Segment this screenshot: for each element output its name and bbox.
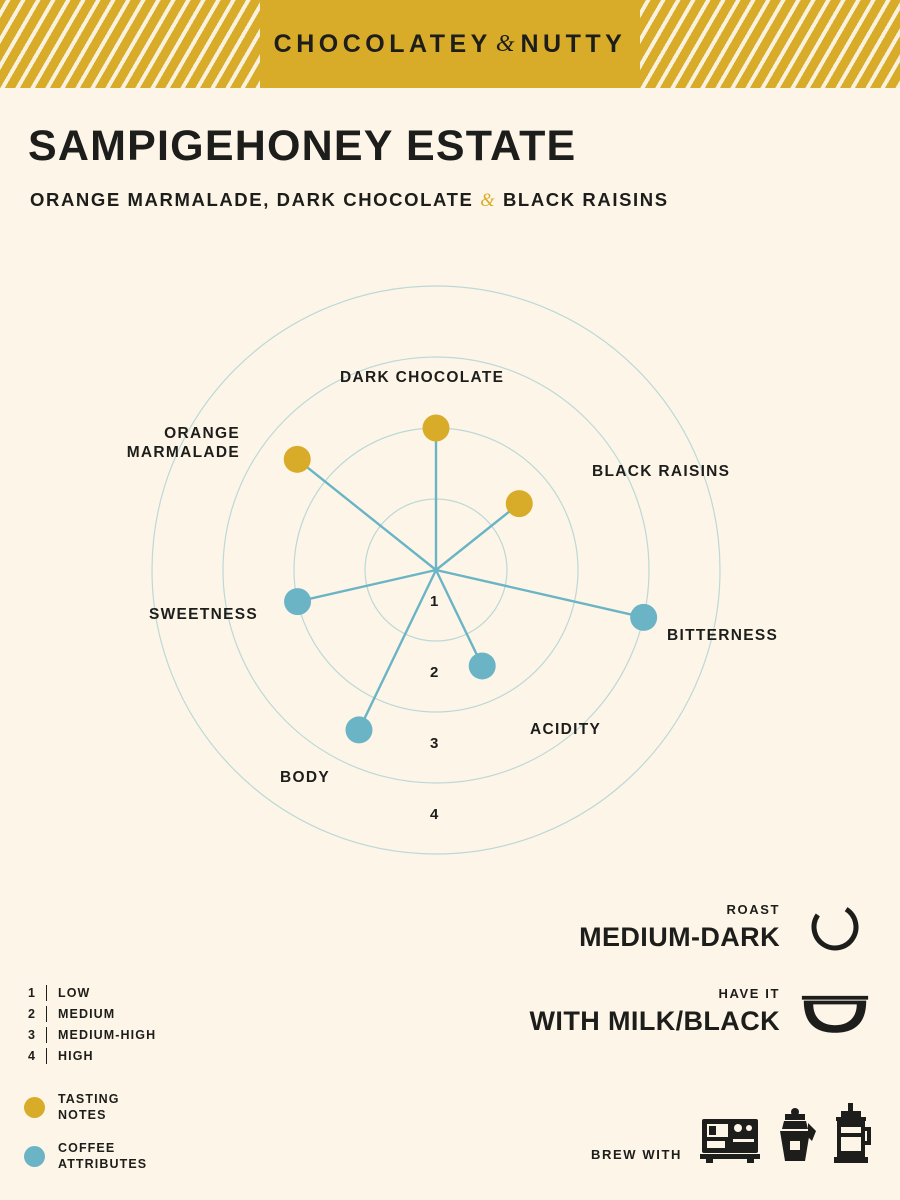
radar-ring-tick: 3 [430, 735, 439, 752]
scale-label: LOW [58, 985, 91, 1000]
brew-with-icons [700, 1103, 872, 1168]
scale-divider [46, 985, 47, 1001]
radar-ring-tick: 4 [430, 806, 439, 823]
roast-info [579, 898, 870, 956]
radar-ring-tick: 1 [430, 593, 439, 610]
cup-icon [800, 982, 870, 1040]
legend-item-tasting-notes [24, 1092, 147, 1123]
legend-label-coffee-attributes [58, 1141, 147, 1172]
brew-with-label: BREW WITH [591, 1147, 682, 1162]
header-stripes-right [640, 0, 900, 88]
legend-label-line2: ATTRIBUTES [58, 1156, 148, 1171]
radar-ring-tick: 2 [430, 664, 439, 681]
radar-axis-label: BITTERNESS [667, 627, 779, 644]
tasting-notes-right: BLACK RAISINS [502, 189, 669, 210]
scale-number: 4 [28, 1048, 36, 1063]
tasting-notes-subtitle [30, 189, 669, 212]
header-title-ampersand: & [495, 30, 517, 57]
have-it-info [530, 982, 870, 1040]
radar-axis-label: DARK CHOCOLATE [340, 369, 505, 386]
scale-row [28, 982, 156, 1003]
espresso-machine-icon [700, 1115, 760, 1168]
header-title-left: CHOCOLATEY [273, 29, 492, 58]
header-stripes-left [0, 0, 260, 88]
radar-chart [95, 260, 795, 905]
roast-level-icon [800, 898, 870, 956]
legend-dot-tasting-notes [24, 1097, 45, 1118]
french-press-icon [830, 1103, 872, 1168]
scale-label: MEDIUM [58, 1006, 116, 1021]
legend-label-line2: NOTES [58, 1107, 107, 1122]
radar-axis-label: BLACK RAISINS [592, 463, 731, 480]
scale-row [28, 1045, 156, 1066]
radar-chart-svg [95, 260, 795, 900]
scale-row [28, 1003, 156, 1024]
radar-axis-label: ACIDITY [530, 721, 602, 738]
radar-axis-label: SWEETNESS [148, 606, 258, 623]
scale-row [28, 1024, 156, 1045]
legend-label-line1: COFFEE [58, 1141, 116, 1156]
series-legend [24, 1092, 147, 1191]
scale-divider [46, 1006, 47, 1022]
scale-number: 2 [28, 1006, 36, 1021]
scale-label: HIGH [58, 1048, 94, 1063]
tasting-notes-left: ORANGE MARMALADE, DARK CHOCOLATE [30, 189, 474, 210]
radar-axis-label: ORANGE MARMALADE [126, 425, 240, 462]
roast-value: MEDIUM-DARK [579, 921, 780, 952]
moka-pot-icon [772, 1107, 818, 1168]
have-it-texts [530, 986, 780, 1037]
scale-label: MEDIUM-HIGH [58, 1027, 157, 1042]
brew-with-section [591, 1103, 872, 1168]
header-band [0, 0, 900, 88]
scale-number: 3 [28, 1027, 36, 1042]
radar-axis-label: BODY [280, 769, 330, 786]
roast-kicker: ROAST [726, 901, 780, 917]
legend-dot-coffee-attributes [24, 1146, 45, 1167]
have-it-kicker: HAVE IT [718, 985, 780, 1001]
legend-item-coffee-attributes [24, 1141, 147, 1172]
scale-number: 1 [28, 985, 36, 1000]
scale-legend [28, 982, 156, 1066]
roast-texts [579, 902, 780, 953]
legend-label-line1: TASTING [58, 1092, 120, 1106]
have-it-value: WITH MILK/BLACK [529, 1005, 780, 1036]
legend-label-tasting-notes [58, 1092, 120, 1123]
tasting-notes-ampersand: & [480, 191, 497, 211]
header-title [260, 0, 640, 88]
scale-divider [46, 1027, 47, 1043]
scale-divider [46, 1048, 47, 1064]
page-title: SAMPIGEHONEY ESTATE [28, 122, 577, 170]
header-title-right: NUTTY [520, 29, 627, 58]
